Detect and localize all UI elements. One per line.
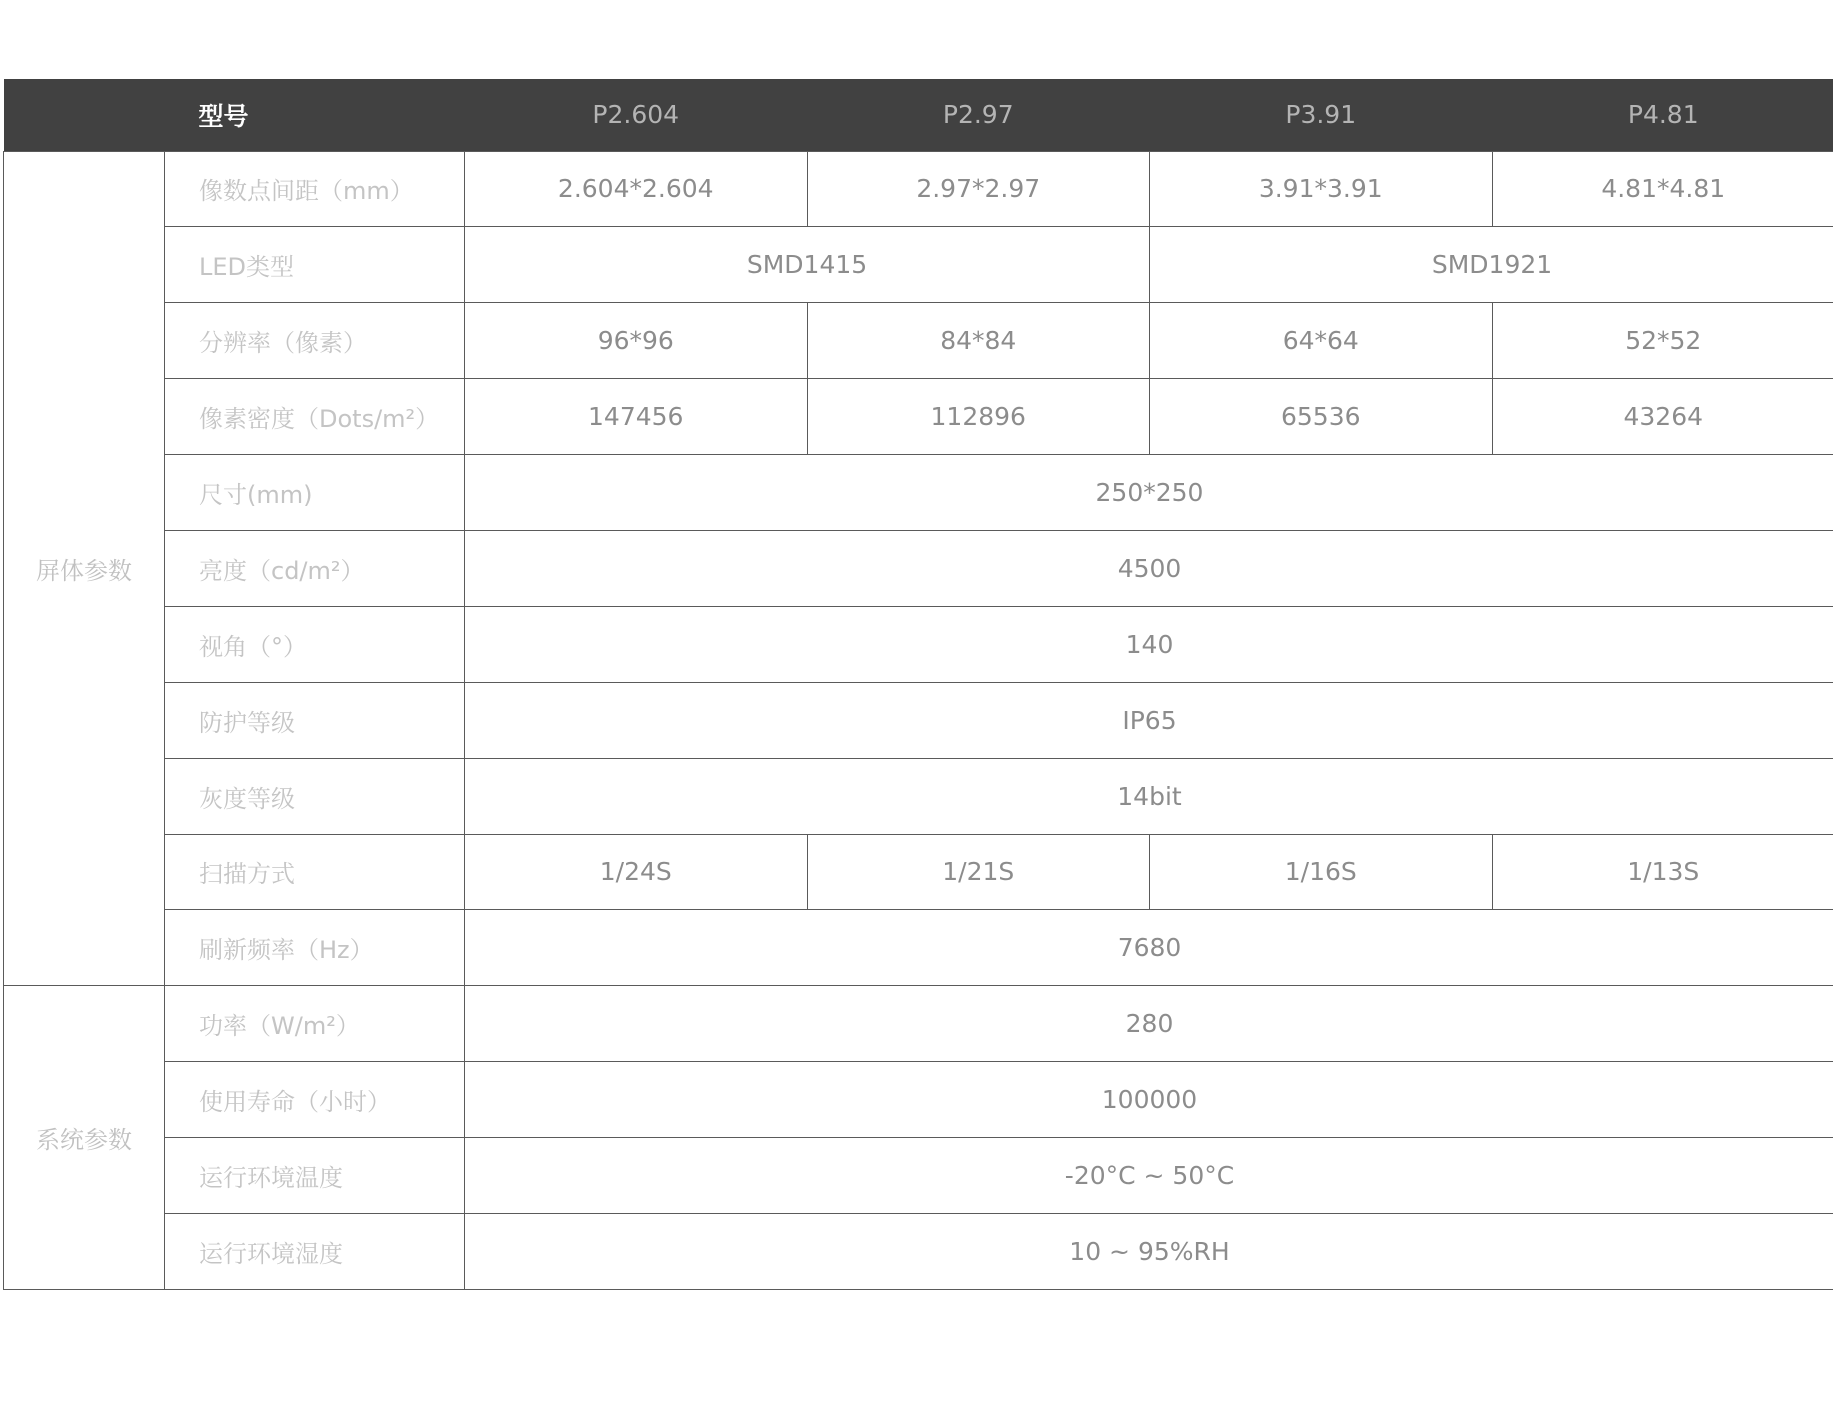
cell-value: 43264 [1492, 379, 1833, 455]
cell-value: 1/13S [1492, 834, 1833, 910]
row-label: 功率（W/m²） [165, 986, 465, 1062]
cell-value: 1/21S [807, 834, 1150, 910]
header-model-p391: P3.91 [1150, 79, 1493, 151]
spec-table [3, 79, 1833, 1290]
header-model-p297: P2.97 [807, 79, 1150, 151]
cell-value: SMD1415 [465, 227, 1150, 303]
cell-value: 100000 [465, 1062, 1833, 1138]
cell-value: 280 [465, 986, 1833, 1062]
table-row [4, 1138, 1833, 1214]
table-row [4, 303, 1833, 379]
cell-value: 140 [465, 606, 1833, 682]
cell-value: 52*52 [1492, 303, 1833, 379]
row-label: 刷新频率（Hz） [165, 910, 465, 986]
cell-value: 1/24S [465, 834, 808, 910]
table-row [4, 530, 1833, 606]
row-label: 像素密度（Dots/m²） [165, 379, 465, 455]
table-row [4, 151, 1833, 227]
cell-value: 4.81*4.81 [1492, 151, 1833, 227]
table-row [4, 910, 1833, 986]
cell-value: 10 ~ 95%RH [465, 1213, 1833, 1289]
group-system-params: 系统参数 [4, 986, 165, 1290]
row-label: 尺寸(mm) [165, 455, 465, 531]
table-row [4, 455, 1833, 531]
row-label: LED类型 [165, 227, 465, 303]
cell-value: 96*96 [465, 303, 808, 379]
cell-value: -20°C ~ 50°C [465, 1138, 1833, 1214]
cell-value: 4500 [465, 530, 1833, 606]
cell-value: 64*64 [1150, 303, 1493, 379]
table-row [4, 758, 1833, 834]
cell-value: 65536 [1150, 379, 1493, 455]
table-row [4, 227, 1833, 303]
cell-value: 250*250 [465, 455, 1833, 531]
row-label: 视角（°） [165, 606, 465, 682]
table-row [4, 606, 1833, 682]
row-label: 运行环境湿度 [165, 1213, 465, 1289]
table-row [4, 682, 1833, 758]
table-row [4, 1213, 1833, 1289]
row-label: 使用寿命（小时） [165, 1062, 465, 1138]
cell-value: 14bit [465, 758, 1833, 834]
cell-value: 112896 [807, 379, 1150, 455]
cell-value: 2.97*2.97 [807, 151, 1150, 227]
row-label: 扫描方式 [165, 834, 465, 910]
header-row [4, 79, 1833, 151]
table-row [4, 834, 1833, 910]
cell-value: 147456 [465, 379, 808, 455]
row-label: 灰度等级 [165, 758, 465, 834]
header-model-p2604: P2.604 [465, 79, 808, 151]
cell-value: 3.91*3.91 [1150, 151, 1493, 227]
row-label: 分辨率（像素） [165, 303, 465, 379]
cell-value: 2.604*2.604 [465, 151, 808, 227]
header-model-label: 型号 [165, 79, 465, 151]
row-label: 像数点间距（mm） [165, 151, 465, 227]
table-row [4, 379, 1833, 455]
group-screen-params: 屏体参数 [4, 151, 165, 986]
table-row [4, 1062, 1833, 1138]
cell-value: SMD1921 [1150, 227, 1833, 303]
row-label: 运行环境温度 [165, 1138, 465, 1214]
cell-value: 84*84 [807, 303, 1150, 379]
cell-value: 7680 [465, 910, 1833, 986]
header-model-p481: P4.81 [1492, 79, 1833, 151]
row-label: 亮度（cd/m²） [165, 530, 465, 606]
table-row [4, 986, 1833, 1062]
cell-value: 1/16S [1150, 834, 1493, 910]
row-label: 防护等级 [165, 682, 465, 758]
header-corner [4, 79, 165, 151]
cell-value: IP65 [465, 682, 1833, 758]
